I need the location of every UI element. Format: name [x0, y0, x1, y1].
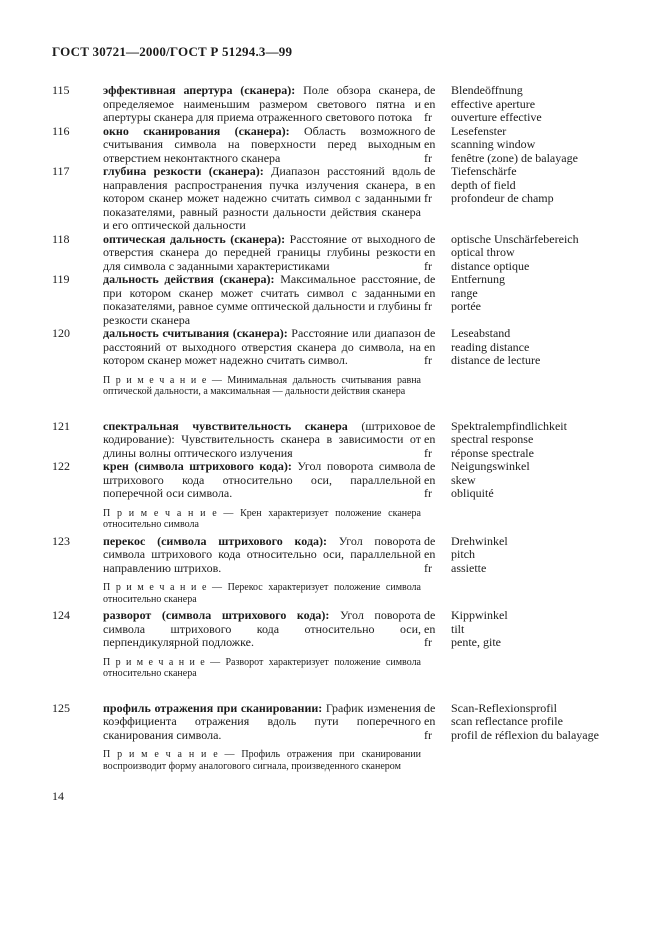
translation-row [424, 152, 612, 166]
translation-row [424, 125, 612, 139]
term-entry-119 [52, 273, 612, 327]
lang-code: en [424, 285, 436, 300]
term-definition [103, 125, 421, 166]
term-definition [103, 702, 421, 777]
lang-code: fr [424, 191, 432, 205]
translation-text: profil de réflexion du balayage [451, 727, 599, 742]
translation-text: pente, gite [451, 635, 501, 649]
term-entry-121 [52, 420, 612, 461]
term-title: дальность считывания (сканера): [103, 326, 288, 340]
translation-text: tilt [451, 621, 465, 636]
term-number: 115 [52, 83, 70, 97]
lang-code: en [424, 177, 436, 192]
term-title: крен (символа штрихового кода): [103, 459, 292, 473]
term-text: Угол поворота символа штрихового кода относительно оси, параллельной поперечной оси символа. [103, 459, 421, 500]
lang-code: en [424, 339, 436, 354]
translation-row [424, 300, 612, 314]
lang-code: en [424, 714, 436, 728]
term-entry-124 [52, 609, 612, 684]
translation-row [424, 433, 612, 447]
term-definition [103, 233, 421, 274]
lang-code: en [424, 547, 436, 561]
term-title: перекос (символа штрихового кода): [103, 533, 328, 548]
term-definition [103, 609, 421, 684]
lang-code: de [424, 123, 436, 138]
term-definition [103, 535, 421, 610]
term-note: П р и м е ч а н и е — Крен характеризует положение сканера относительно символа [103, 507, 421, 530]
translation-row [424, 287, 612, 301]
term-number: 120 [52, 326, 70, 340]
translation-row [424, 165, 612, 179]
term-number: 117 [52, 164, 70, 178]
term-text: Поле обзора сканера, определяемое наименьшим размером светового пятна и апертуры сканера для приема отраженного светового потока [103, 83, 421, 124]
term-title: оптическая дальность (сканера): [103, 231, 286, 246]
lang-code: en [424, 96, 436, 111]
term-number: 121 [52, 418, 70, 433]
term-title: глубина резкости (сканера): [103, 164, 264, 178]
translation-row [424, 623, 612, 637]
term-definition [103, 460, 421, 535]
translation-text: ouverture effective [451, 110, 542, 124]
term-number: 119 [52, 272, 70, 286]
translations [421, 84, 612, 125]
translation-text: Tiefenschärfe [451, 164, 517, 178]
translation-text: obliquité [451, 486, 494, 500]
translation-text: spectral response [451, 432, 534, 446]
translation-text: reading distance [451, 339, 530, 354]
translation-row [424, 548, 612, 562]
translations [421, 125, 612, 166]
term-definition [103, 327, 421, 402]
term-title: профиль отражения при сканировании: [103, 700, 323, 715]
translations [421, 165, 612, 206]
translation-row [424, 233, 612, 247]
translations [421, 460, 612, 501]
term-text: Область возможного считывания символа на поверхности перед выходным отверстием неконтактного сканера [103, 123, 421, 165]
translations [421, 420, 612, 461]
lang-code: de [424, 83, 436, 97]
translation-text: optische Unschärfebereich [451, 231, 579, 246]
translation-row [424, 474, 612, 488]
lang-code: de [424, 459, 436, 473]
translation-row [424, 729, 612, 743]
term-note: П р и м е ч а н и е — Профиль отражения при сканировании воспроизводит форму аналогового сигнала, произведенного сканером [103, 749, 421, 772]
lang-code: de [424, 272, 436, 286]
term-text: Расстояние или диапазон расстояний от выходного отверстия сканера до символа, на котором сканер может надежно считать символ. [103, 326, 421, 367]
translation-text: Entfernung [451, 272, 505, 286]
translation-text: optical throw [451, 245, 515, 259]
translations [421, 702, 612, 743]
term-number: 116 [52, 123, 70, 138]
term-note: П р и м е ч а н и е — Минимальная дальность считывания равна оптической дальности, а максимальная — дальности действия сканера [103, 374, 421, 397]
term-text: Максимальное расстояние, при котором сканер может считать символ с заданными показателями, равное сумме оптической дальности и глубины резкости сканера [103, 272, 421, 327]
lang-code: de [424, 164, 436, 178]
terms-list [52, 84, 612, 776]
term-entry-115 [52, 84, 612, 125]
lang-code: en [424, 621, 436, 636]
translation-row [424, 702, 612, 716]
translation-text: Kippwinkel [451, 608, 508, 622]
lang-code: fr [424, 445, 432, 460]
lang-code: de [424, 418, 436, 433]
term-entry-118 [52, 233, 612, 274]
translation-text: distance optique [451, 258, 530, 273]
translation-text: effective aperture [451, 96, 536, 111]
lang-code: fr [424, 110, 432, 124]
term-text: Диапазон расстояний вдоль направления распространения пучка излучения сканера, в котором сканер может надежно считать символ с заданными показателями, равный разности дальности действия сканера и его оптической дальности [103, 164, 422, 232]
translation-row [424, 609, 612, 623]
term-title: эффективная апертура (сканера): [103, 83, 296, 97]
translation-text: scanning window [451, 137, 536, 151]
translation-row [424, 327, 612, 341]
translation-row [424, 246, 612, 260]
term-definition [103, 165, 421, 233]
term-title: спектральная чувствительность сканера [103, 418, 348, 433]
lang-code: fr [424, 353, 432, 367]
translation-text: Blendeöffnung [451, 83, 523, 97]
translation-text: Spektralempfindlichkeit [451, 418, 567, 433]
translation-row [424, 715, 612, 729]
translation-row [424, 273, 612, 287]
translation-text: depth of field [451, 177, 516, 192]
term-note: П р и м е ч а н и е — Разворот характеризует положение символа относительно сканера [103, 656, 421, 679]
term-entry-116 [52, 125, 612, 166]
term-entry-122 [52, 460, 612, 535]
translation-row [424, 487, 612, 501]
lang-code: de [424, 326, 436, 340]
translation-text: scan reflectance profile [451, 714, 563, 728]
lang-code: en [424, 137, 436, 151]
translation-text: Neigungswinkel [451, 459, 530, 473]
lang-code: fr [424, 486, 432, 500]
lang-code: de [424, 700, 436, 715]
lang-code: fr [424, 560, 432, 575]
translation-text: Leseabstand [451, 326, 511, 340]
lang-code: de [424, 231, 436, 246]
translation-text: assiette [451, 560, 487, 575]
term-number: 123 [52, 533, 70, 548]
term-number: 118 [52, 231, 70, 246]
term-entry-123 [52, 535, 612, 610]
translations [421, 327, 612, 368]
term-text: (штриховое кодирование): Чувствительность сканера в зависимости от длины волны оптического излучения [103, 418, 422, 460]
translation-row [424, 260, 612, 274]
translation-row [424, 447, 612, 461]
translation-text: Lesefenster [451, 123, 507, 138]
translation-text: portée [451, 299, 481, 313]
term-text: Угол поворота символа штрихового кода относительно оси, параллельной направлению штрихов. [103, 533, 421, 575]
term-text: График изменения коэффициента отражения вдоль пути поперечного сканирования символа. [103, 700, 421, 742]
document-header: ГОСТ 30721—2000/ГОСТ Р 51294.3—99 [52, 44, 293, 59]
translation-text: distance de lecture [451, 353, 541, 367]
lang-code: fr [424, 635, 432, 649]
term-number: 125 [52, 700, 70, 715]
translation-text: réponse spectrale [451, 445, 534, 460]
translation-text: Drehwinkel [451, 533, 508, 548]
term-definition [103, 273, 421, 327]
term-text: Расстояние от выходного отверстия сканера до передней границы глубины резкости для символа с заданными характеристиками [103, 231, 421, 273]
lang-code: fr [424, 150, 432, 165]
translation-row [424, 535, 612, 549]
translation-text: Scan-Reflexionsprofil [451, 700, 557, 715]
translation-row [424, 192, 612, 206]
lang-code: de [424, 608, 436, 622]
translation-row [424, 562, 612, 576]
translations [421, 273, 612, 314]
translation-row [424, 179, 612, 193]
lang-code: fr [424, 299, 432, 313]
translation-text: profondeur de champ [451, 191, 554, 205]
page-number: 14 [52, 789, 64, 803]
term-title: дальность действия (сканера): [103, 272, 275, 286]
translation-row [424, 460, 612, 474]
translation-row [424, 354, 612, 368]
translation-text: skew [451, 472, 476, 487]
translation-row [424, 111, 612, 125]
translation-row [424, 420, 612, 434]
lang-code: fr [424, 258, 432, 273]
translation-row [424, 138, 612, 152]
translation-row [424, 636, 612, 650]
term-definition [103, 420, 421, 461]
term-entry-117 [52, 165, 612, 233]
lang-code: fr [424, 727, 432, 742]
term-number: 122 [52, 459, 70, 473]
translation-row [424, 84, 612, 98]
term-note: П р и м е ч а н и е — Перекос характеризует положение символа относительно сканера [103, 582, 421, 605]
term-number: 124 [52, 608, 70, 622]
lang-code: de [424, 533, 436, 548]
term-title: окно сканирования (сканера): [103, 123, 290, 138]
term-text: Угол поворота символа штрихового кода относительно оси, перпендикулярной подложке. [103, 608, 421, 649]
term-entry-125 [52, 702, 612, 777]
translation-text: pitch [451, 547, 475, 561]
lang-code: en [424, 245, 436, 259]
term-title: разворот (символа штрихового кода): [103, 608, 330, 622]
translations [421, 609, 612, 650]
translation-row [424, 98, 612, 112]
term-entry-120 [52, 327, 612, 402]
translations [421, 535, 612, 576]
lang-code: en [424, 432, 436, 446]
term-definition [103, 84, 421, 125]
lang-code: en [424, 472, 436, 487]
translation-row [424, 341, 612, 355]
translation-text: fenêtre (zone) de balayage [451, 150, 578, 165]
translation-text: range [451, 285, 478, 300]
translations [421, 233, 612, 274]
